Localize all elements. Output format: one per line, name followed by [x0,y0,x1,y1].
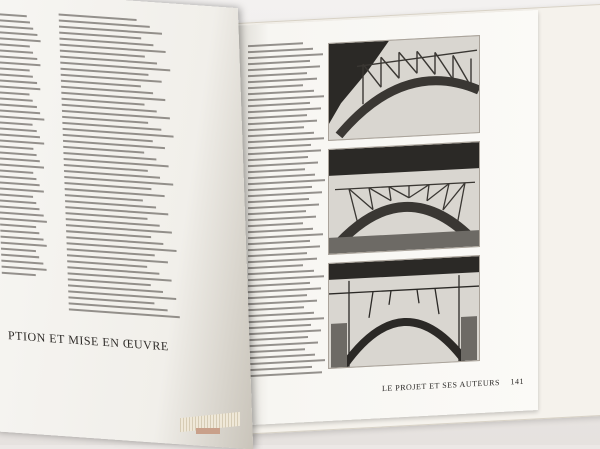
text-line [0,43,30,48]
text-line [0,61,41,66]
text-line [248,95,324,101]
text-line [0,91,30,95]
arch-centering-plate-2 [328,141,480,255]
text-line [248,306,304,311]
text-line [0,121,33,126]
text-line [0,37,41,42]
text-line [0,199,36,204]
text-line [248,270,314,275]
text-line [2,266,47,271]
text-line [248,324,311,329]
text-line [1,260,43,265]
text-line [248,348,305,353]
text-line [0,133,40,138]
text-line [248,342,318,348]
text-line [0,193,33,197]
text-line [248,107,321,113]
text-line [0,31,37,36]
text-line [248,354,315,360]
text-line [0,212,43,217]
text-line [248,300,317,306]
text-line [248,359,325,365]
text-line [248,282,310,287]
text-line [248,275,324,281]
text-line [1,242,47,247]
left-page [0,0,253,449]
running-header-title: LE PROJET ET SES AUTEURS [382,377,500,394]
text-line [0,205,40,210]
text-line [0,187,44,192]
text-line [0,218,47,223]
text-line [0,115,44,120]
text-line [248,132,314,137]
text-line [248,294,307,299]
arch-centering-plate-3 [328,255,480,369]
text-line [248,84,303,89]
text-line [0,49,33,54]
text-line [0,85,40,90]
text-line [0,175,36,180]
text-line [248,120,317,126]
text-line [0,103,37,108]
text-line [248,149,321,155]
text-line [0,139,44,144]
arch-centering-plate-1-image [329,36,479,140]
text-line [0,97,33,102]
text-line [2,272,36,276]
text-line [248,258,317,264]
text-line [248,240,310,245]
text-line [248,203,319,209]
text-line [248,198,309,203]
text-line [248,366,312,371]
text-line [0,169,33,173]
text-line [0,73,33,78]
arch-centering-plate-2-image [329,142,479,254]
text-line [248,317,324,323]
text-line [0,163,44,168]
page-number: 141 [510,376,524,387]
text-line [248,90,314,95]
text-line [248,329,321,335]
text-line [248,65,320,71]
text-line [248,102,310,107]
text-line [248,156,308,161]
text-line [248,371,322,377]
text-line [0,151,36,156]
text-line [248,144,311,149]
arch-centering-plate-3-image [329,256,479,368]
text-line [248,228,313,233]
text-line [248,210,306,215]
text-line [248,264,303,269]
text-line [248,233,323,239]
text-line [0,157,40,162]
arch-centering-plate-1 [328,35,480,141]
text-line [248,216,316,222]
text-line [248,126,304,131]
left-text-column-2 [59,14,181,323]
text-line [0,181,40,186]
left-text-column-1 [0,13,50,281]
text-line [1,236,44,241]
running-header [382,377,524,393]
text-line [0,25,34,30]
text-line [248,72,307,77]
text-line [248,174,315,180]
text-line [248,53,323,59]
text-line [0,145,33,149]
text-line [248,252,307,257]
text-line [248,78,317,84]
text-line [248,137,324,143]
text-line [0,19,30,24]
text-line [0,55,37,60]
text-line [248,179,325,185]
text-line [248,222,303,227]
text-line [248,287,321,293]
text-line [248,191,322,197]
text-line [0,230,39,235]
text-line [0,224,36,229]
text-line [0,13,26,17]
right-page [232,10,538,426]
chapter-footer: PTION ET MISE EN ŒUVRE [7,328,169,354]
text-line [248,60,310,65]
text-line [248,336,308,341]
text-line [0,127,37,132]
text-line [248,245,320,251]
text-line [248,162,318,168]
text-line [248,42,303,47]
text-line [248,186,312,191]
text-line [248,114,307,119]
text-line [1,254,39,259]
text-line [0,67,30,71]
text-line [248,312,314,317]
text-line [0,79,37,84]
bookmark-tab [196,428,220,434]
text-line [248,48,313,53]
text-line [1,248,36,252]
text-line [0,109,40,114]
right-text-column [248,41,326,381]
text-line [248,168,305,173]
